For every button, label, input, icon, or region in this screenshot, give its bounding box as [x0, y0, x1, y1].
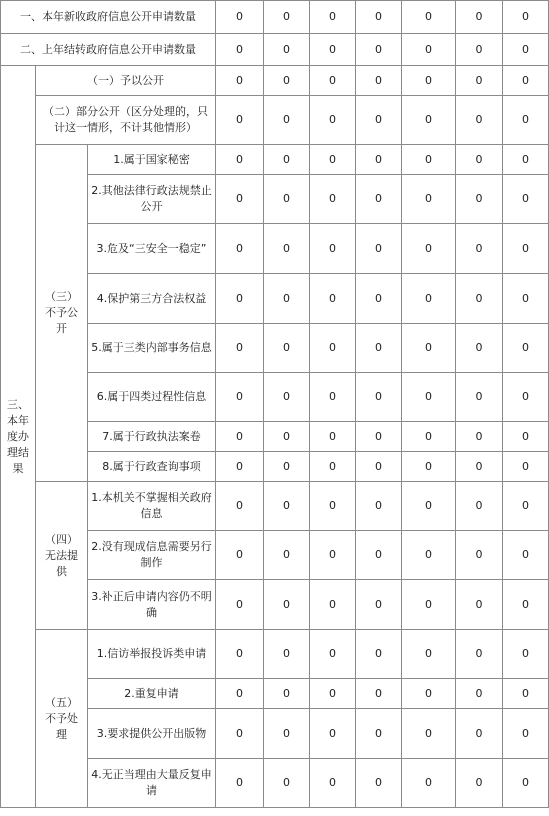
value-cell: 0: [264, 709, 310, 759]
value-cell: 0: [310, 531, 356, 580]
value-cell: 0: [456, 34, 503, 66]
value-cell: 0: [264, 175, 310, 224]
item-label: 4.保护第三方合法权益: [88, 274, 216, 324]
value-cell: 0: [310, 145, 356, 175]
value-cell: 0: [402, 759, 456, 808]
row-label: 一、本年新收政府信息公开申请数量: [1, 1, 216, 34]
value-cell: 0: [310, 324, 356, 373]
value-cell: 0: [310, 482, 356, 531]
value-cell: 0: [402, 580, 456, 630]
table-body: [1, 1, 549, 808]
value-cell: 0: [216, 452, 264, 482]
row-label: 二、上年结转政府信息公开申请数量: [1, 34, 216, 66]
value-cell: 0: [264, 274, 310, 324]
value-cell: 0: [503, 759, 549, 808]
group-label: （三）不予公开: [36, 145, 88, 482]
value-cell: 0: [456, 175, 503, 224]
value-cell: 0: [264, 482, 310, 531]
value-cell: 0: [356, 274, 402, 324]
value-cell: 0: [216, 324, 264, 373]
value-cell: 0: [456, 482, 503, 531]
value-cell: 0: [503, 66, 549, 96]
value-cell: 0: [216, 709, 264, 759]
value-cell: 0: [402, 274, 456, 324]
item-label: 8.属于行政查询事项: [88, 452, 216, 482]
value-cell: 0: [310, 373, 356, 422]
item-label: 3.要求提供公开出版物: [88, 709, 216, 759]
value-cell: 0: [356, 759, 402, 808]
item-label: 2.没有现成信息需要另行制作: [88, 531, 216, 580]
value-cell: 0: [503, 630, 549, 679]
value-cell: 0: [264, 145, 310, 175]
value-cell: 0: [456, 1, 503, 34]
item-label: 2.重复申请: [88, 679, 216, 709]
value-cell: 0: [310, 630, 356, 679]
value-cell: 0: [356, 145, 402, 175]
value-cell: 0: [264, 96, 310, 145]
value-cell: 0: [216, 531, 264, 580]
value-cell: 0: [264, 452, 310, 482]
value-cell: 0: [503, 324, 549, 373]
table-row: [1, 482, 549, 531]
value-cell: 0: [503, 34, 549, 66]
item-label: 6.属于四类过程性信息: [88, 373, 216, 422]
value-cell: 0: [402, 482, 456, 531]
value-cell: 0: [356, 531, 402, 580]
value-cell: 0: [503, 373, 549, 422]
value-cell: 0: [264, 531, 310, 580]
value-cell: 0: [456, 145, 503, 175]
value-cell: 0: [456, 373, 503, 422]
value-cell: 0: [503, 1, 549, 34]
value-cell: 0: [356, 34, 402, 66]
row-label: （一）予以公开: [36, 66, 216, 96]
value-cell: 0: [456, 679, 503, 709]
table-row: [1, 145, 549, 175]
value-cell: 0: [456, 224, 503, 274]
value-cell: 0: [264, 373, 310, 422]
item-label: 1.信访举报投诉类申请: [88, 630, 216, 679]
section-3-label: 三、本年度办理结果: [1, 66, 36, 808]
value-cell: 0: [456, 422, 503, 452]
value-cell: 0: [264, 679, 310, 709]
value-cell: 0: [402, 373, 456, 422]
value-cell: 0: [356, 630, 402, 679]
value-cell: 0: [216, 66, 264, 96]
value-cell: 0: [216, 759, 264, 808]
value-cell: 0: [456, 531, 503, 580]
value-cell: 0: [264, 224, 310, 274]
value-cell: 0: [456, 709, 503, 759]
value-cell: 0: [310, 679, 356, 709]
row-label: （二）部分公开（区分处理的，只计这一情形，不计其他情形）: [36, 96, 216, 145]
value-cell: 0: [356, 175, 402, 224]
value-cell: 0: [216, 145, 264, 175]
value-cell: 0: [402, 96, 456, 145]
value-cell: 0: [402, 34, 456, 66]
value-cell: 0: [356, 709, 402, 759]
value-cell: 0: [216, 482, 264, 531]
value-cell: 0: [503, 224, 549, 274]
value-cell: 0: [456, 580, 503, 630]
value-cell: 0: [402, 630, 456, 679]
value-cell: 0: [264, 759, 310, 808]
item-label: 2.其他法律行政法规禁止公开: [88, 175, 216, 224]
value-cell: 0: [402, 709, 456, 759]
value-cell: 0: [310, 1, 356, 34]
value-cell: 0: [503, 145, 549, 175]
value-cell: 0: [310, 224, 356, 274]
value-cell: 0: [356, 580, 402, 630]
value-cell: 0: [356, 373, 402, 422]
value-cell: 0: [356, 452, 402, 482]
item-label: 1.属于国家秘密: [88, 145, 216, 175]
value-cell: 0: [264, 34, 310, 66]
table-row: [1, 66, 549, 96]
value-cell: 0: [503, 452, 549, 482]
value-cell: 0: [503, 482, 549, 531]
item-label: 3.补正后申请内容仍不明确: [88, 580, 216, 630]
value-cell: 0: [216, 1, 264, 34]
item-label: 7.属于行政执法案卷: [88, 422, 216, 452]
value-cell: 0: [216, 224, 264, 274]
value-cell: 0: [216, 175, 264, 224]
value-cell: 0: [402, 145, 456, 175]
value-cell: 0: [402, 1, 456, 34]
table-row: [1, 1, 549, 34]
value-cell: 0: [402, 531, 456, 580]
value-cell: 0: [456, 759, 503, 808]
value-cell: 0: [356, 1, 402, 34]
value-cell: 0: [216, 274, 264, 324]
value-cell: 0: [264, 324, 310, 373]
group-label: （四）无法提供: [36, 482, 88, 630]
value-cell: 0: [356, 679, 402, 709]
item-label: 4.无正当理由大量反复申请: [88, 759, 216, 808]
value-cell: 0: [216, 422, 264, 452]
value-cell: 0: [503, 679, 549, 709]
value-cell: 0: [216, 630, 264, 679]
value-cell: 0: [402, 175, 456, 224]
value-cell: 0: [310, 422, 356, 452]
value-cell: 0: [402, 452, 456, 482]
value-cell: 0: [503, 709, 549, 759]
value-cell: 0: [310, 759, 356, 808]
value-cell: 0: [402, 324, 456, 373]
value-cell: 0: [356, 96, 402, 145]
value-cell: 0: [456, 274, 503, 324]
value-cell: 0: [456, 630, 503, 679]
value-cell: 0: [264, 1, 310, 34]
value-cell: 0: [503, 96, 549, 145]
item-label: 5.属于三类内部事务信息: [88, 324, 216, 373]
value-cell: 0: [310, 96, 356, 145]
value-cell: 0: [264, 580, 310, 630]
value-cell: 0: [216, 679, 264, 709]
value-cell: 0: [503, 175, 549, 224]
value-cell: 0: [456, 96, 503, 145]
value-cell: 0: [310, 34, 356, 66]
group-label: （五）不予处理: [36, 630, 88, 808]
value-cell: 0: [310, 452, 356, 482]
value-cell: 0: [310, 580, 356, 630]
value-cell: 0: [264, 66, 310, 96]
table-row: [1, 630, 549, 679]
value-cell: 0: [310, 274, 356, 324]
value-cell: 0: [402, 66, 456, 96]
value-cell: 0: [402, 679, 456, 709]
value-cell: 0: [216, 580, 264, 630]
value-cell: 0: [310, 66, 356, 96]
table-row: [1, 96, 549, 145]
value-cell: 0: [503, 422, 549, 452]
value-cell: 0: [456, 66, 503, 96]
value-cell: 0: [356, 324, 402, 373]
value-cell: 0: [216, 373, 264, 422]
value-cell: 0: [356, 66, 402, 96]
value-cell: 0: [356, 482, 402, 531]
value-cell: 0: [264, 630, 310, 679]
value-cell: 0: [310, 709, 356, 759]
value-cell: 0: [503, 531, 549, 580]
item-label: 3.危及“三安全一稳定”: [88, 224, 216, 274]
value-cell: 0: [503, 580, 549, 630]
value-cell: 0: [216, 34, 264, 66]
value-cell: 0: [356, 422, 402, 452]
value-cell: 0: [216, 96, 264, 145]
item-label: 1.本机关不掌握相关政府信息: [88, 482, 216, 531]
value-cell: 0: [356, 224, 402, 274]
value-cell: 0: [402, 422, 456, 452]
value-cell: 0: [456, 324, 503, 373]
table-row: [1, 34, 549, 66]
value-cell: 0: [264, 422, 310, 452]
value-cell: 0: [402, 224, 456, 274]
value-cell: 0: [503, 274, 549, 324]
value-cell: 0: [456, 452, 503, 482]
value-cell: 0: [310, 175, 356, 224]
